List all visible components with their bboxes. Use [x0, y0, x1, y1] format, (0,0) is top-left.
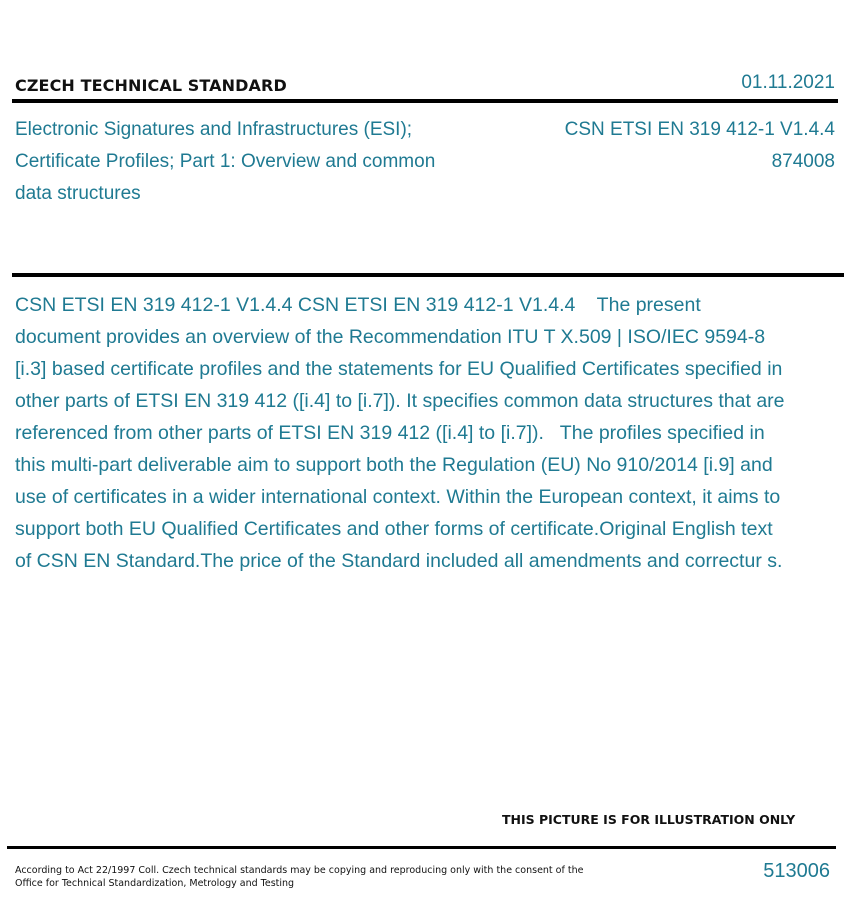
- section-divider: [12, 273, 844, 277]
- catalog-number: 874008: [771, 151, 835, 172]
- header-divider: [12, 99, 838, 103]
- standard-heading: CZECH TECHNICAL STANDARD: [15, 76, 287, 95]
- illustration-note: THIS PICTURE IS FOR ILLUSTRATION ONLY: [502, 812, 796, 827]
- document-abstract: CSN ETSI EN 319 412-1 V1.4.4 CSN ETSI EN 319 412-1 V1.4.4 The present document provides an overview of the Recommendation ITU T X.509 | ISO/IEC 9594-8 [i.3] based certificate profiles and the statements for EU Qualified Certificates specified in other parts of ETSI EN 319 412 ([i.4] to [i.7]). It specifies common data structures that are referenced from other parts of ETSI EN 319 412 ([i.4] to [i.7]). The profiles specified in this multi-part deliverable aim to support both the Regulation (EU) No 910/2014 [i.9] and use of certificates in a wider international context. Within the European context, it aims to support both EU Qualified Certificates and other forms of certificate.Original English text of CSN EN Standard.The price of the Standard included all amendments and correctur s.: [15, 294, 790, 572]
- standard-identifiers: [565, 114, 835, 178]
- standard-code: CSN ETSI EN 319 412-1 V1.4.4: [564, 119, 835, 140]
- publication-date: 01.11.2021: [741, 72, 835, 93]
- legal-note: According to Act 22/1997 Coll. Czech technical standards may be copying and reproducing only with the consent of the Office for Technical Standardization, Metrology and Testing: [15, 865, 584, 889]
- footer-code: 513006: [763, 860, 830, 882]
- footer-divider: [7, 846, 836, 849]
- document-title: Electronic Signatures and Infrastructures (ESI); Certificate Profiles; Part 1: Overview and common data structures: [15, 119, 436, 204]
